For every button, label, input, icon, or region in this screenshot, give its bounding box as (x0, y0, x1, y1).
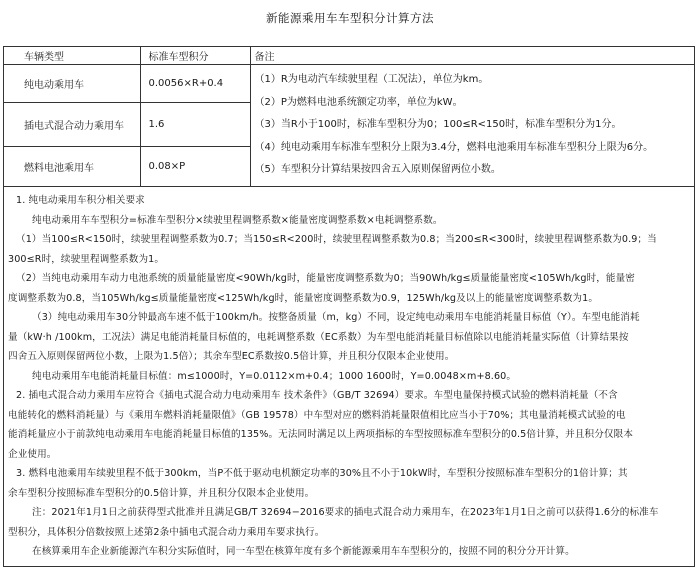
body-line: 纯电动乘用车车型积分=标准车型积分×续驶里程调整系数×能量密度调整系数×电耗调整系数。 (32, 214, 443, 226)
note-item: （4）纯电动乘用车标准车型积分上限为3.4分，燃料电池乘用车标准车型积分上限为6分。 (254, 141, 654, 153)
body-line: 300≤R时，续驶里程调整系数为1。 (8, 253, 165, 265)
body-line: 余车型积分按照标准车型积分的0.5倍计算，并且积分仅限本企业使用。 (8, 487, 315, 499)
note-item: （3）当R小于100时，标准车型积分为0；100≤R<150时，标准车型积分为1分。 (254, 119, 622, 131)
section-heading: 3. 燃料电池乘用车续驶里程不低于300km，当P不低于驱动电机额定功率的30%且不小于10kW时，车型积分按照标准车型积分的1倍计算；其 (16, 468, 628, 479)
body-line: 在核算乘用车企业新能源汽车积分实际值时，同一车型在核算年度有多个新能源乘用车车型积分的，按照不同的积分分开计算。 (32, 546, 575, 557)
note-item: （5）车型积分计算结果按四舍五入原则保留两位小数。 (254, 164, 501, 176)
section-heading: 2. 插电式混合动力乘用车应符合《插电式混合动力电动乘用车 技术条件》（GB/T 32694）要求。车型电量保持模式试验的燃料消耗量（不含 (16, 390, 618, 401)
credit-table (4, 47, 694, 187)
standard-score-cell: 1.6 (140, 103, 250, 147)
body-line: 电能转化的燃料消耗量）与《乘用车燃料消耗量限值》（GB 19578）中车型对应的燃料消耗量限值相比应当小于70%；其电量消耗模式试验的电 (8, 409, 626, 421)
body-line: 量（kW·h /100km，工况法）满足电能消耗量目标值的，电耗调整系数（EC系数）为车型电能消耗量目标值除以电能消耗量实际值（计算结果按 (8, 331, 629, 343)
header-standard-score: 标准车型积分 (140, 47, 250, 65)
body-line: 企业使用。 (8, 448, 57, 460)
table-header-row (4, 47, 694, 65)
header-vehicle-type: 车辆类型 (4, 47, 140, 65)
header-notes: 备注 (250, 47, 694, 65)
body-line: （3）纯电动乘用车30分钟最高车速不低于100km/h。按整备质量（m，kg）不同，设定纯电动乘用车电能消耗量目标值（Y）。车型电能消耗 (32, 312, 640, 323)
body-line: （2）当纯电动乘用车动力电池系统的质量能量密度<90Wh/kg时，能量密度调整系数为0；当90Wh/kg≤质量能量密度<105Wh/kg时，能量密 (16, 273, 635, 284)
standard-score-cell: 0.0056×R+0.4 (140, 65, 250, 103)
note-item: （1）R为电动汽车续驶里程（工况法），单位为km。 (254, 74, 489, 86)
body-text (4, 187, 694, 562)
notes-cell (250, 65, 694, 187)
note-line: 型积分，具体积分倍数按照上述第2条中插电式混合动力乘用车要求执行。 (8, 526, 325, 538)
body-line: 纯电动乘用车电能消耗量目标值：m≤1000时，Y=0.0112×m+0.4；1000 1600时，Y=0.0048×m+8.60。 (32, 370, 517, 382)
body-line: （1）当100≤R<150时，续驶里程调整系数为0.7；当150≤R<200时，续驶里程调整系数为0.8；当200≤R<300时，续驶里程调整系数为0.9；当 (16, 234, 657, 245)
note-item: （2）P为燃料电池系统额定功率，单位为kW。 (254, 96, 463, 108)
table-row (4, 65, 694, 103)
body-line: 能消耗量应小于前款纯电动乘用车电能消耗量目标值的135%。无法同时满足以上两项指标的车型按照标准车型积分的0.5倍计算，并且积分仅限本 (8, 429, 634, 440)
vehicle-type-cell: 纯电动乘用车 (4, 65, 140, 103)
standard-score-cell: 0.08×P (140, 147, 250, 187)
body-line: 度调整系数为0.8，当105Wh/kg≤质量能量密度<125Wh/kg时，能量密度调整系数为0.9，125Wh/kg及以上的能量密度调整系数为1。 (8, 292, 599, 304)
vehicle-type-cell: 燃料电池乘用车 (4, 147, 140, 187)
page-title: 新能源乘用车车型积分计算方法 (266, 11, 434, 25)
note-line: 注：2021年1月1日之前获得型式批准并且满足GB/T 32694−2016要求的插电式混合动力乘用车，在2023年1月1日之前可以获得1.6分的标准车 (32, 507, 659, 518)
content-frame (3, 46, 695, 567)
body-line: 四舍五入原则保留两位小数，上限为1.5倍）；其余车型EC系数按0.5倍计算，并且积分仅限本企业使用。 (8, 351, 455, 362)
vehicle-type-cell: 插电式混合动力乘用车 (4, 103, 140, 147)
section-heading: 1. 纯电动乘用车积分相关要求 (16, 195, 145, 206)
